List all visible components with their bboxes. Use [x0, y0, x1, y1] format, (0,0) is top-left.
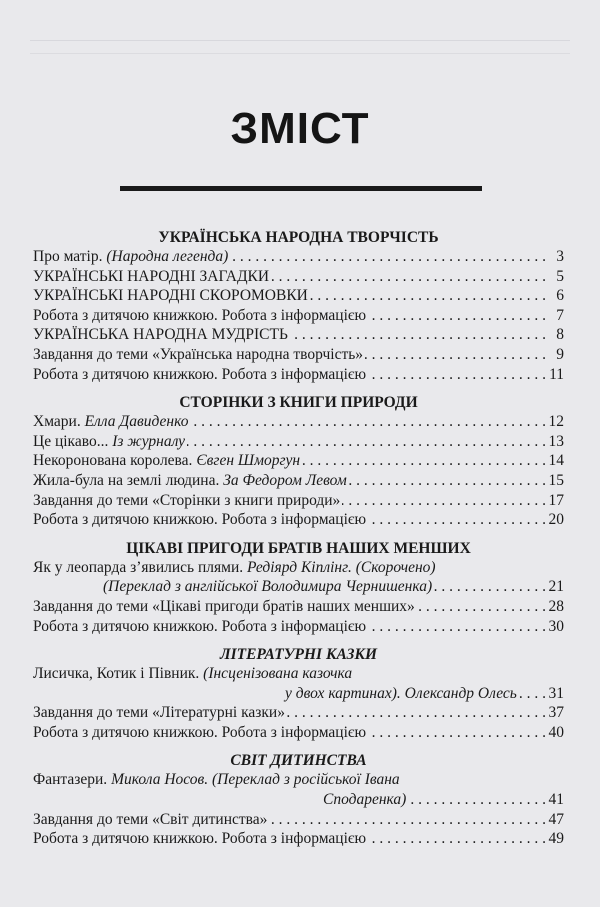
entry-line — [33, 597, 564, 617]
section-heading: ЦІКАВІ ПРИГОДИ БРАТІВ НАШИХ МЕНШИХ — [126, 539, 471, 557]
leader-dots — [408, 790, 546, 810]
entry-title — [103, 577, 432, 597]
entry-title — [33, 365, 366, 385]
entry-author-italic: Елла Давиденко — [84, 413, 189, 431]
leader-dots — [187, 432, 546, 452]
leader-dots — [519, 684, 546, 704]
toc-entry[interactable] — [33, 412, 564, 432]
bleed-through-lines — [30, 40, 570, 54]
page-number: 30 — [548, 617, 564, 635]
toc-entry[interactable] — [33, 286, 564, 306]
page-number: 37 — [548, 704, 564, 722]
entry-title — [33, 267, 269, 287]
leader-dots — [271, 267, 546, 287]
entry-text: Робота з дитячою книжкою. Робота з інформацією — [33, 723, 367, 741]
entry-line — [33, 412, 564, 432]
entry-title — [33, 558, 436, 578]
entry-line — [33, 247, 564, 267]
entry-text: Завдання до теми «Цікаві пригоди братів наших менших» — [33, 597, 415, 615]
toc-entry[interactable] — [33, 267, 564, 287]
leader-dots — [368, 306, 546, 326]
page-number: 28 — [548, 597, 564, 615]
leader-dots — [368, 829, 546, 849]
entry-author-italic: (Переклад з англійської Володимира Чернишенка) — [103, 578, 433, 596]
page-number: 40 — [548, 723, 564, 741]
entry-text: Це цікаво... — [33, 432, 113, 450]
entry-line — [33, 684, 564, 704]
section-heading: СВІТ ДИТИНСТВА — [230, 752, 367, 770]
toc-entry[interactable] — [33, 558, 564, 597]
entry-title — [33, 491, 340, 511]
section-heading: СТОРІНКИ З КНИГИ ПРИРОДИ — [179, 394, 418, 412]
entry-title — [33, 247, 228, 267]
toc-entry[interactable] — [33, 664, 564, 703]
entry-line — [33, 365, 564, 385]
leader-dots — [368, 723, 546, 743]
toc-entry[interactable] — [33, 491, 564, 511]
page-number: 9 — [556, 345, 564, 363]
toc-entry[interactable] — [33, 703, 564, 723]
leader-dots — [287, 703, 546, 723]
entry-text: УКРАЇНСЬКА НАРОДНА МУДРІСТЬ — [33, 326, 288, 344]
toc-entry[interactable] — [33, 247, 564, 267]
leader-dots — [365, 345, 546, 365]
entry-title — [33, 770, 400, 790]
toc-entry[interactable] — [33, 829, 564, 849]
toc-section — [33, 228, 564, 384]
entry-line — [33, 617, 564, 637]
toc-entry[interactable] — [33, 306, 564, 326]
entry-line — [33, 577, 564, 597]
toc-entry[interactable] — [33, 451, 564, 471]
entry-text: Робота з дитячою книжкою. Робота з інформацією — [33, 511, 367, 529]
page-number: 21 — [548, 578, 564, 596]
entry-text: Як у леопарда з’явились плями. — [33, 558, 247, 576]
section-heading: УКРАЇНСЬКА НАРОДНА ТВОРЧІСТЬ — [158, 229, 439, 246]
entry-title — [33, 451, 300, 471]
toc-entry[interactable] — [33, 471, 564, 491]
section-heading: ЛІТЕРАТУРНІ КАЗКИ — [219, 646, 378, 664]
entry-line — [33, 286, 564, 306]
entry-line — [33, 325, 564, 345]
toc-section — [33, 645, 564, 742]
entry-title — [33, 664, 352, 684]
entry-line — [33, 558, 564, 578]
entry-text: Некоронована королева. — [33, 452, 197, 470]
entry-line — [33, 723, 564, 743]
leader-dots — [310, 286, 546, 306]
entry-line — [33, 451, 564, 471]
entry-author-italic: Микола Носов. (Переклад з російської Івана — [111, 771, 400, 789]
entry-title — [33, 345, 363, 365]
leader-dots — [190, 412, 546, 432]
entry-line — [33, 432, 564, 452]
entry-line — [33, 306, 564, 326]
toc-entry[interactable] — [33, 770, 564, 809]
entry-line — [33, 510, 564, 530]
entry-text: Про матір. — [33, 248, 107, 265]
page-title: ЗМІСТ — [230, 104, 370, 153]
toc-section — [33, 751, 564, 848]
entry-title — [33, 703, 285, 723]
toc-entry[interactable] — [33, 597, 564, 617]
entry-line — [33, 703, 564, 723]
leader-dots — [368, 617, 546, 637]
leader-dots — [349, 471, 546, 491]
entry-title — [33, 510, 366, 530]
toc-entry[interactable] — [33, 345, 564, 365]
title-divider — [120, 186, 482, 191]
page-number: 5 — [556, 267, 564, 285]
leader-dots — [434, 577, 546, 597]
entry-text: Завдання до теми «Літературні казки» — [33, 704, 285, 722]
entry-line — [33, 810, 564, 830]
leader-dots — [342, 491, 546, 511]
entry-text: Робота з дитячою книжкою. Робота з інформацією — [33, 830, 367, 848]
page-number: 47 — [548, 810, 564, 828]
page-number: 17 — [548, 491, 564, 509]
leader-dots — [302, 451, 546, 471]
entry-line — [33, 770, 564, 790]
toc-entry[interactable] — [33, 432, 564, 452]
entry-line — [33, 790, 564, 810]
entry-author-italic: (Народна легенда) — [106, 248, 229, 265]
entry-title — [33, 412, 188, 432]
entry-line — [33, 491, 564, 511]
entry-text: Жила-була на землі людина. — [33, 471, 224, 489]
page-number: 12 — [548, 413, 564, 431]
entry-title — [33, 617, 366, 637]
entry-line — [33, 267, 564, 287]
leader-dots — [368, 365, 546, 385]
entry-line — [33, 829, 564, 849]
page-number: 49 — [548, 830, 564, 848]
entry-title — [33, 286, 308, 306]
entry-title — [33, 829, 366, 849]
entry-text: Робота з дитячою книжкою. Робота з інформацією — [33, 306, 367, 324]
entry-text: Завдання до теми «Світ дитинства» — [33, 810, 268, 828]
page-number: 41 — [548, 791, 564, 809]
toc-section — [33, 393, 564, 530]
entry-text: Робота з дитячою книжкою. Робота з інформацією — [33, 365, 367, 383]
entry-text: Фантазери. — [33, 771, 112, 789]
leader-dots — [417, 597, 546, 617]
entry-line — [33, 664, 564, 684]
page-number: 31 — [548, 684, 564, 702]
entry-line — [33, 471, 564, 491]
page-number: 3 — [556, 248, 564, 265]
leader-dots — [230, 247, 546, 267]
entry-text: Хмари. — [33, 413, 85, 431]
page-number: 20 — [548, 511, 564, 529]
entry-title — [33, 723, 366, 743]
toc-entry[interactable] — [33, 365, 564, 385]
entry-text: УКРАЇНСЬКІ НАРОДНІ ЗАГАДКИ — [33, 267, 270, 285]
entry-text: УКРАЇНСЬКІ НАРОДНІ СКОРОМОВКИ — [33, 287, 308, 305]
entry-title — [33, 306, 366, 326]
entry-author-italic: За Федором Левом — [223, 471, 347, 489]
entry-title — [33, 432, 185, 452]
entry-title — [33, 597, 415, 617]
page-number: 11 — [549, 365, 564, 383]
toc-entry[interactable] — [33, 723, 564, 743]
entry-title — [323, 790, 406, 810]
leader-dots — [269, 810, 546, 830]
table-of-contents — [33, 228, 564, 858]
toc-section — [33, 539, 564, 636]
entry-title — [285, 684, 517, 704]
entry-author-italic: Редіярд Кіплінг. (Скорочено) — [247, 558, 436, 576]
toc-entry[interactable] — [33, 617, 564, 637]
entry-text: Робота з дитячою книжкою. Робота з інформацією — [33, 617, 367, 635]
entry-author-italic: Із журналу — [112, 432, 186, 450]
entry-line — [33, 345, 564, 365]
toc-entry[interactable] — [33, 510, 564, 530]
page-number: 7 — [556, 306, 564, 324]
entry-title — [33, 471, 347, 491]
entry-text: Завдання до теми «Українська народна творчість» — [33, 345, 364, 363]
entry-text: Завдання до теми «Сторінки з книги природи» — [33, 491, 341, 509]
entry-title — [33, 810, 267, 830]
page-number: 6 — [556, 287, 564, 305]
page-number: 14 — [548, 452, 564, 470]
toc-entry[interactable] — [33, 810, 564, 830]
entry-text: Лисичка, Котик і Півник. — [33, 665, 204, 683]
leader-dots — [290, 325, 546, 345]
leader-dots — [368, 510, 546, 530]
page-number: 8 — [556, 326, 564, 344]
toc-entry[interactable] — [33, 325, 564, 345]
entry-author-italic: Сподаренка) — [323, 791, 407, 809]
page-number: 13 — [548, 432, 564, 450]
entry-author-italic: у двох картинах). Олександр Олесь — [285, 684, 517, 702]
entry-title — [33, 325, 288, 345]
entry-author-italic: (Інсценізована казочка — [203, 665, 353, 683]
entry-author-italic: Євген Шморгун — [196, 452, 301, 470]
page-number: 15 — [548, 471, 564, 489]
